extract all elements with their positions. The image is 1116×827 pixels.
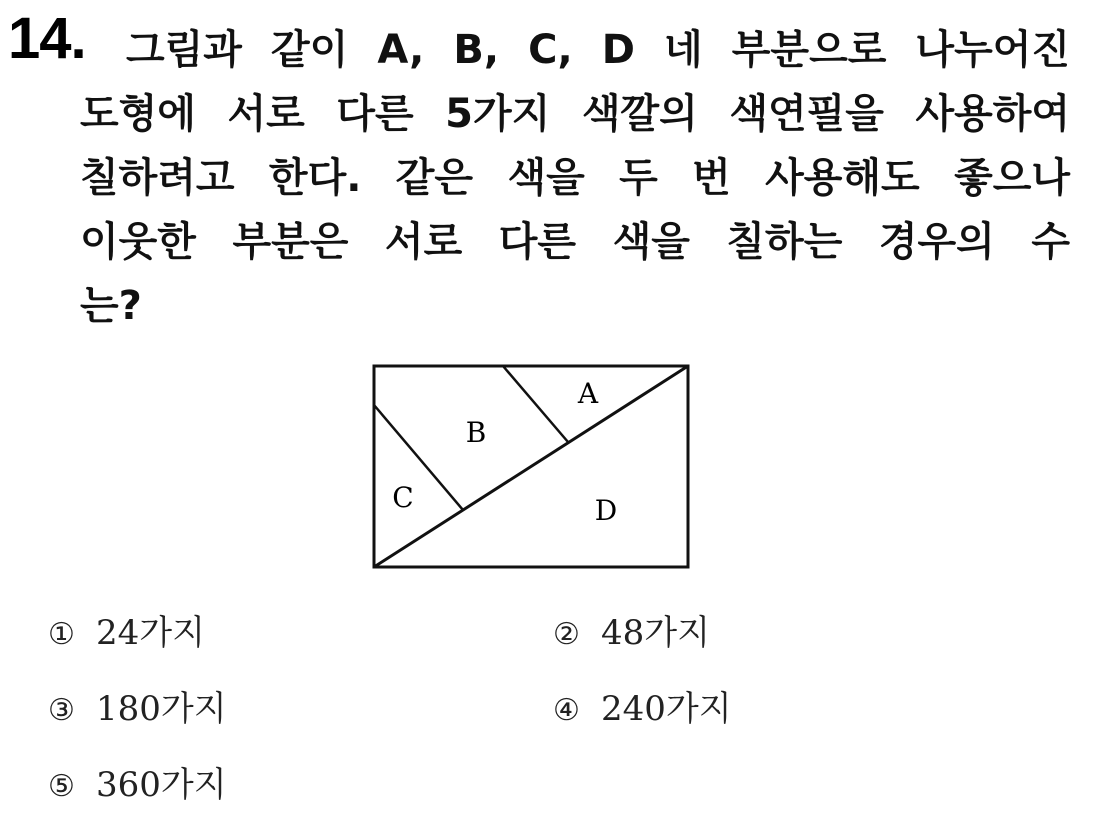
choice-text: 180가지 (96, 689, 227, 729)
region-b-label: B (465, 416, 487, 449)
choice-mark: ① (48, 617, 75, 652)
figure-svg (360, 355, 700, 580)
question-number: 14. (8, 6, 86, 71)
choice-text: 48가지 (601, 613, 710, 653)
choice-mark: ⑤ (48, 769, 75, 804)
question-line: 그림과 같이 A, B, C, D 네 부분으로 나누어진 (126, 27, 1070, 73)
question-line: 도형에 서로 다른 5가지 색깔의 색연필을 사용하여 (80, 91, 1070, 137)
choice-text: 360가지 (96, 765, 227, 805)
answer-choice-2[interactable] (553, 605, 710, 654)
divider-a-b (503, 366, 568, 442)
answer-choice-3[interactable] (48, 681, 227, 730)
question-stem (80, 18, 1070, 338)
region-d-label: D (594, 494, 618, 527)
divider-b-c (374, 405, 463, 510)
answer-choice-5[interactable] (48, 757, 227, 806)
choice-text: 240가지 (601, 689, 732, 729)
choice-mark: ② (553, 617, 580, 652)
region-a-label: A (577, 377, 599, 410)
choice-mark: ④ (553, 693, 580, 728)
answer-choice-4[interactable] (553, 681, 732, 730)
question-line: 는? (80, 283, 142, 329)
diagonal-line (374, 366, 688, 567)
region-figure (360, 355, 700, 580)
question-line: 이웃한 부분은 서로 다른 색을 칠하는 경우의 수 (80, 219, 1070, 265)
answer-choice-1[interactable] (48, 605, 205, 654)
choice-mark: ③ (48, 693, 75, 728)
region-c-label: C (392, 481, 414, 514)
question-line: 칠하려고 한다. 같은 색을 두 번 사용해도 좋으나 (80, 155, 1070, 201)
choice-text: 24가지 (96, 613, 205, 653)
